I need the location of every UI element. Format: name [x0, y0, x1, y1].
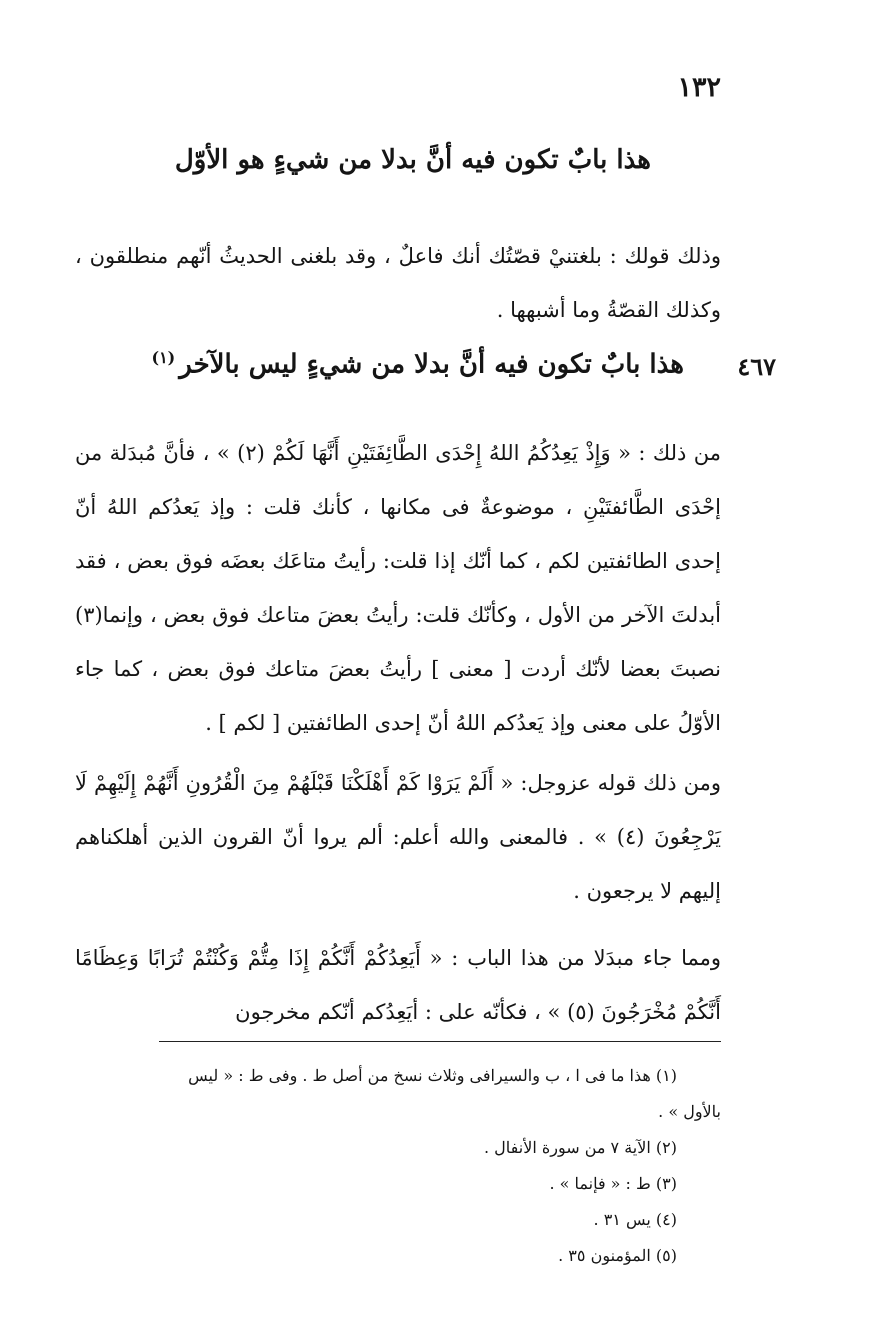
footnote-3: (٣) ط : « فإنما » .: [549, 1174, 677, 1193]
chapter-heading-2: [151, 348, 684, 381]
paragraph-1: وذلك قولك : بلغتنيْ قصّتُك أنك فاعلٌ ، وقد بلغنى الحديثُ أنّهم منطلقون ، وكذلك القصّةُ وما أشبهها .: [75, 244, 721, 322]
page-number: ١٣٢: [677, 72, 721, 103]
chapter-heading-1: [175, 145, 651, 176]
footnote-5: (٥) المؤمنون ٣٥ .: [558, 1246, 677, 1265]
footnotes: [77, 1058, 721, 1274]
footnote-1: (١) هذا ما فى ا ، ب والسيرافى وثلاث نسخ من أصل ط . وفى ط : « ليس: [188, 1066, 677, 1085]
heading-footnote-marker: (١): [151, 348, 176, 367]
footnote-divider: [159, 1041, 721, 1042]
paragraph-3: ومن ذلك قوله عزوجل: « أَلَمْ يَرَوْا كَمْ أَهْلَكْنَا قَبْلَهُمْ مِنَ الْقُرُونِ أَنَّهُمْ إِلَيْهِمْ لَا يَرْجِعُونَ (٤) » . فالمعنى والله أعلم: ألم يروا أنّ القرون الذين أهلكناهم إليهم لا يرجعون .: [75, 771, 721, 903]
chapter-heading-2-text: هذا بابٌ تكون فيه أنَّ بدلا من شيءٍ ليس بالآخر: [179, 349, 684, 380]
section-number: ٤٦٧: [737, 352, 776, 381]
paragraph-4: ومما جاء مبدَلا من هذا الباب : « أَيَعِدُكُمْ أَنَّكُمْ إِذَا مِتُّمْ وَكُنْتُمْ تُرَابًا وَعِظَامًا أَنَّكُمْ مُخْرَجُونَ (٥) » ، فكأنّه على : أيَعِدُكم أنّكم مخرجون: [75, 946, 721, 1024]
footnote-4: (٤) يس ٣١ .: [593, 1210, 677, 1229]
footnote-2: (٢) الآية ٧ من سورة الأنفال .: [483, 1138, 677, 1157]
footnote-1-continuation: بالأول » .: [658, 1102, 721, 1121]
paragraph-2: من ذلك : « وَإِذْ يَعِدُكُمُ اللهُ إِحْدَى الطَّائِفَتَيْنِ أَنَّهَا لَكُمْ (٢) » ، فأنَّ مُبدَلة من إحْدَى الطَّائفتَيْنِ ، موضوعةٌ فى مكانها ، كأنك قلت : وإذ يَعدُكم اللهُ أنّ إحدى الطائفتين لكم ، كما أنّك إذا قلت: رأيتُ متاعَك بعضَه فوق بعض ، فقد أبدلتَ الآخر من الأول ، وكأنّك قلت: رأيتُ بعضَ متاعك فوق بعض ، وإنما(٣) نصبتَ بعضا لأنّك أردت [ معنى ] رأيتُ بعضَ متاعك فوق بعض ، كما جاء الأوّلُ على معنى وإذ يَعدُكم اللهُ أنّ إحدى الطائفتين [ لكم ] .: [75, 441, 721, 735]
chapter-heading-1-text: هذا بابٌ تكون فيه أنَّ بدلا من شيءٍ هو الأوّل: [174, 145, 651, 175]
